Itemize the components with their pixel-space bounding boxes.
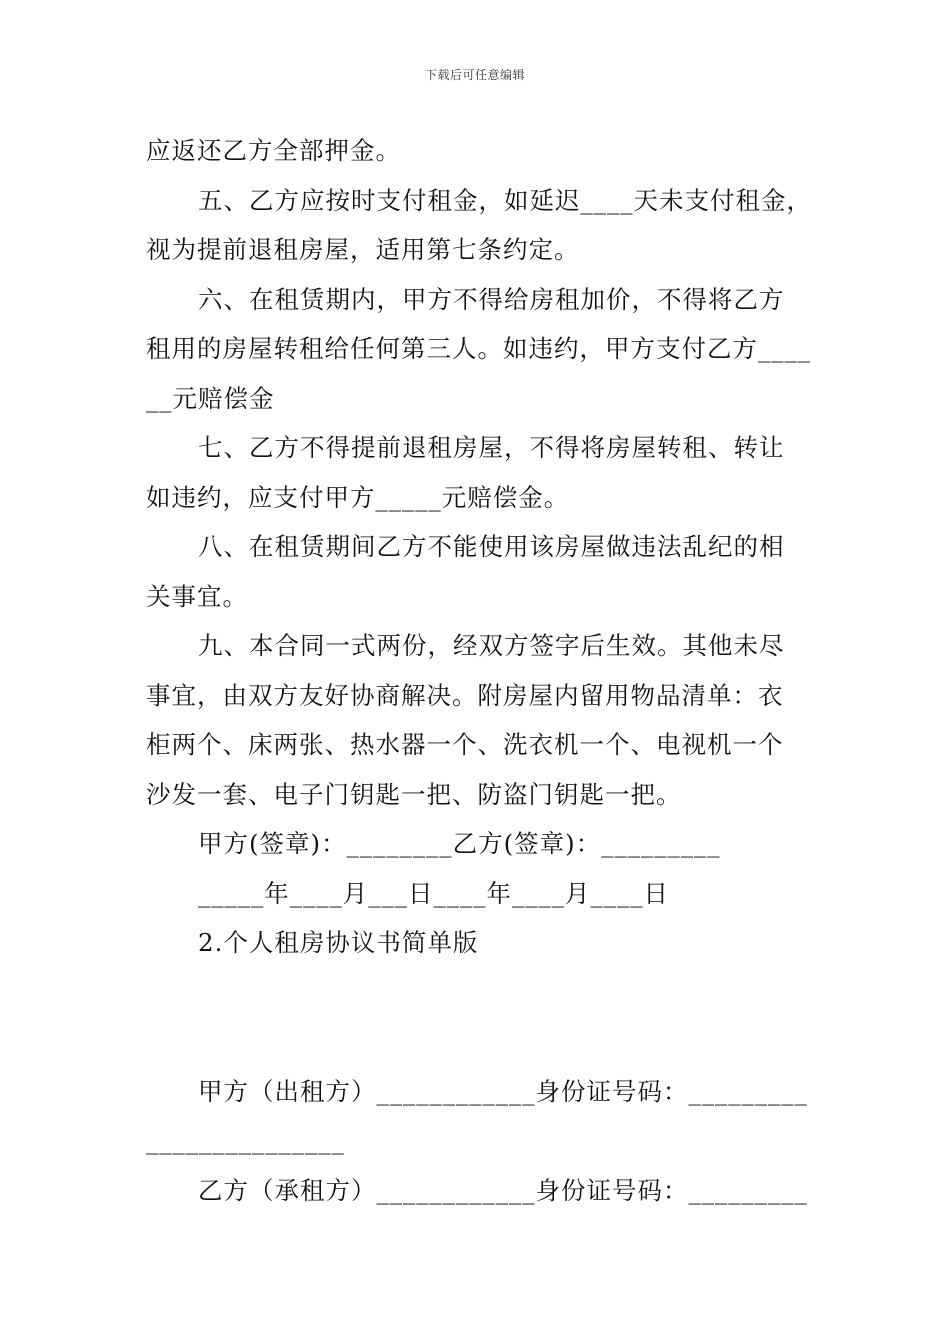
clause-9-line-1: 九、本合同一式两份，经双方签字后生效。其他未尽 xyxy=(198,631,785,660)
clause-8-line-2: 关事宜。 xyxy=(146,581,248,611)
clause-5-line-1: 五、乙方应按时支付租金，如延迟____天未支付租金， xyxy=(198,185,812,215)
clause-8-line-1: 八、在租赁期间乙方不能使用该房屋做违法乱纪的相 xyxy=(198,532,785,561)
date-line: _____年____月___日____年____月____日 xyxy=(198,878,669,908)
clause-7-line-1: 七、乙方不得提前退租房屋，不得将房屋转租、转让 xyxy=(198,433,785,462)
document-body xyxy=(146,126,816,1215)
clause-6-line-2: 租用的房屋转租给任何第三人。如违约，甲方支付乙方____ xyxy=(146,334,811,363)
clause-4-end: 应返还乙方全部押金。 xyxy=(146,136,401,165)
clause-9-line-4: 沙发一套、电子门钥匙一把、防盗门钥匙一把。 xyxy=(146,779,682,809)
party-a-id-continuation: _______________ xyxy=(146,1126,345,1155)
party-a-line: 甲方（出租方）____________身份证号码：_________ xyxy=(198,1076,808,1106)
clause-5-line-2: 视为提前退租房屋，适用第七条约定。 xyxy=(146,235,580,264)
clause-6-line-3: __元赔偿金 xyxy=(146,383,275,413)
signature-line: 甲方(签章)：________乙方(签章)：_________ xyxy=(198,829,721,858)
clause-7-line-2: 如违约，应支付甲方_____元赔偿金。 xyxy=(146,482,570,512)
section-title: 2.个人租房协议书简单版 xyxy=(198,928,479,957)
clause-9-line-2: 事宜，由双方友好协商解决。附房屋内留用物品清单：衣 xyxy=(146,680,784,710)
page-header: 下载后可任意编辑 xyxy=(424,68,525,82)
clause-9-line-3: 柜两个、床两张、热水器一个、洗衣机一个、电视机一个 xyxy=(146,730,784,759)
clause-6-line-1: 六、在租赁期内，甲方不得给房租加价，不得将乙方 xyxy=(198,284,785,314)
party-b-line: 乙方（承租方）____________身份证号码：_________ xyxy=(198,1175,808,1205)
blank-gap xyxy=(146,968,816,1067)
